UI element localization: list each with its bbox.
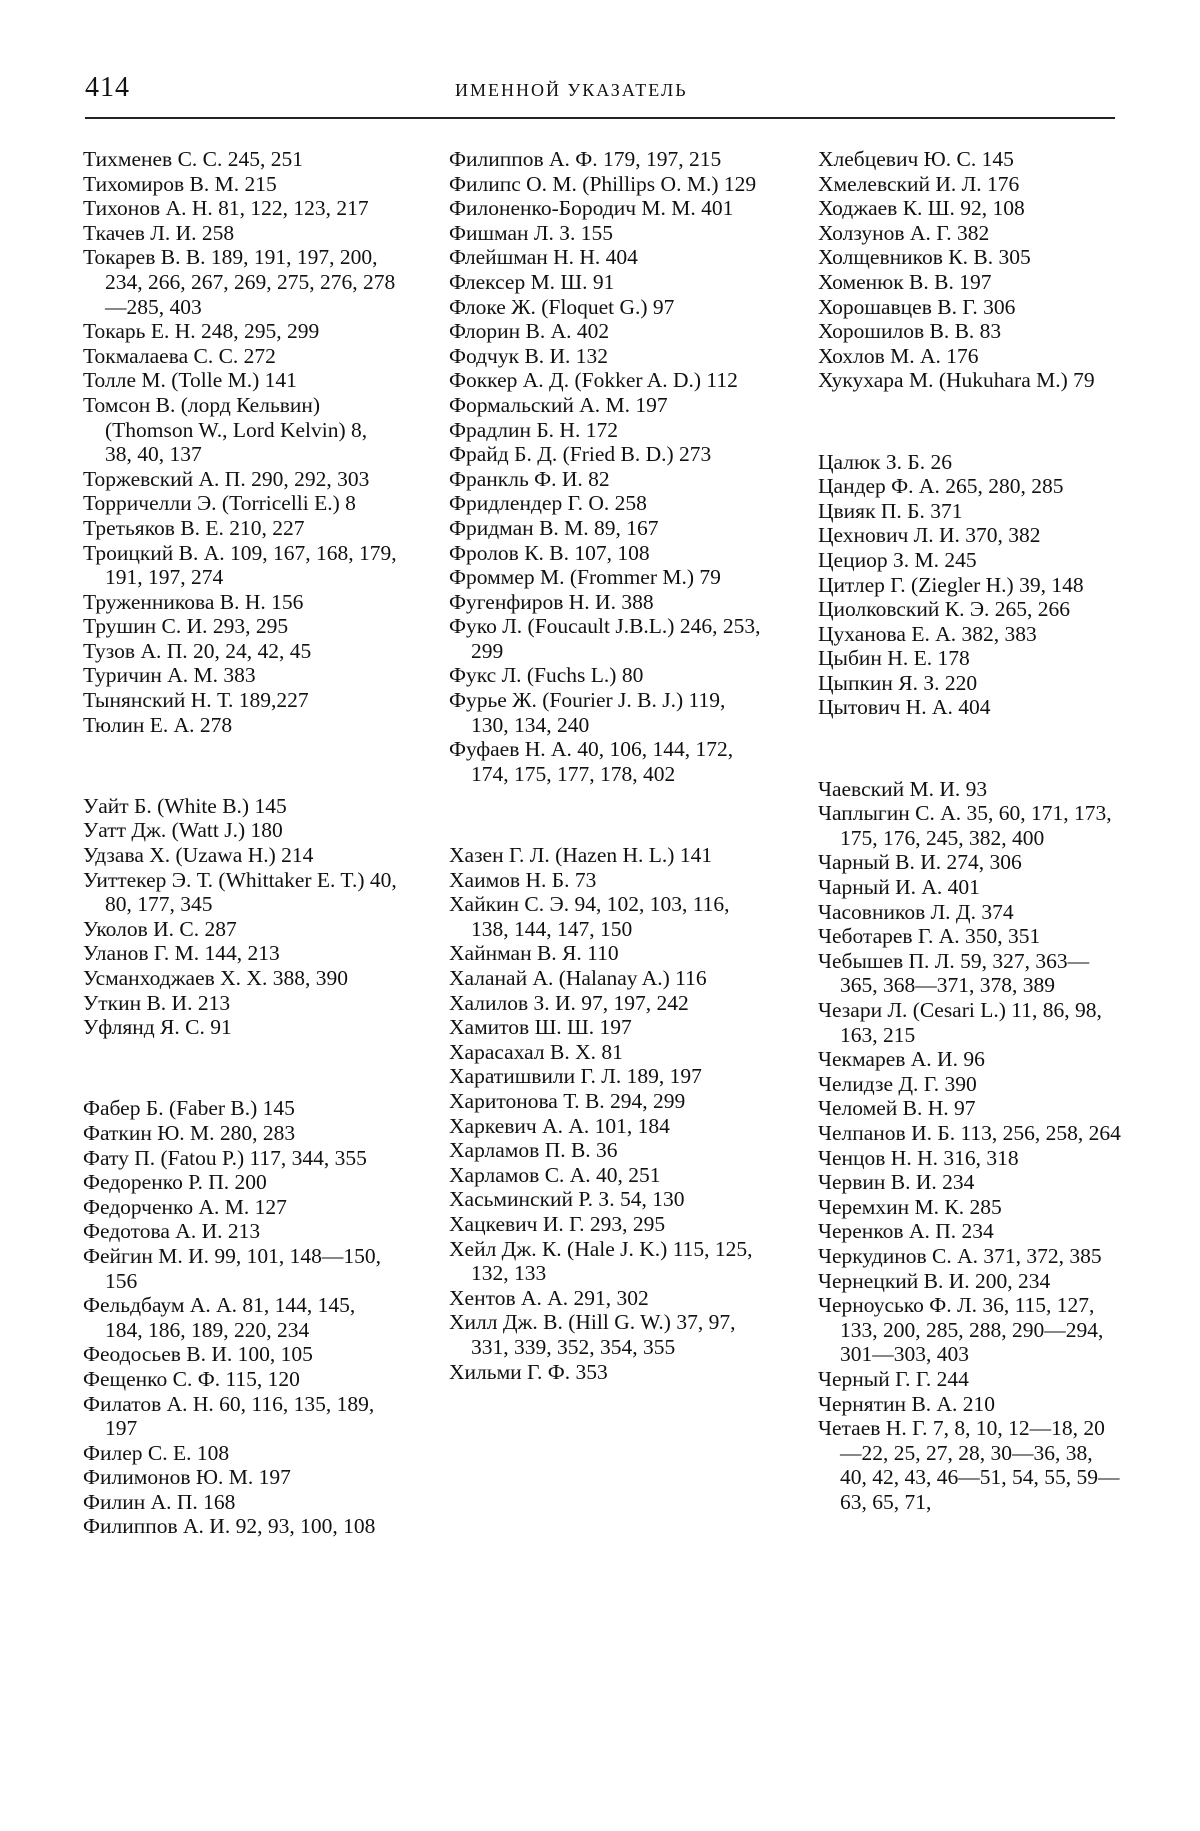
index-entry: Харитонова Т. В. 294, 299: [449, 1088, 686, 1113]
index-entry: Хейл Дж. К. (Hale J. K.) 115, 125, 132, 133: [449, 1236, 753, 1286]
index-column-2: [449, 147, 762, 1384]
index-entry: Хамитов Ш. Ш. 197: [449, 1015, 632, 1040]
letter-group-gap: [449, 802, 762, 827]
running-title: ИМЕННОЙ УКАЗАТЕЛЬ: [455, 80, 688, 100]
letter-group-gap: [83, 1056, 398, 1081]
index-entry: Федоренко Р. П. 200: [83, 1170, 267, 1195]
index-entry: Харламов П. В. 36: [449, 1138, 618, 1163]
index-entry: Филер С. Е. 108: [83, 1440, 230, 1465]
index-entry: Харасахал В. Х. 81: [449, 1039, 623, 1064]
index-entry: Цитлер Г. (Ziegler H.) 39, 148: [818, 572, 1084, 597]
index-column-1: [83, 147, 398, 1539]
index-entry: Фроммер М. (Frommer M.) 79: [449, 565, 721, 590]
index-entry: Чаплыгин С. А. 35, 60, 171, 173, 175, 176, 245, 382, 400: [818, 801, 1112, 850]
index-entry: Фрадлин Б. Н. 172: [449, 417, 618, 442]
index-entry: Халилов З. И. 97, 197, 242: [449, 990, 689, 1015]
index-entry: Харкевич А. А. 101, 184: [449, 1113, 670, 1138]
index-entry: Хорошавцев В. Г. 306: [818, 294, 1016, 319]
index-entry: Фейгин М. И. 99, 101, 148—150, 156: [83, 1243, 382, 1293]
index-entry: Хмелевский И. Л. 176: [818, 171, 1020, 196]
index-entry: Холщевников К. В. 305: [818, 245, 1031, 270]
index-entry: Фридман В. М. 89, 167: [449, 515, 659, 540]
index-entry: Флорин В. А. 402: [449, 319, 610, 344]
index-entry: Ходжаев К. Ш. 92, 108: [818, 196, 1025, 221]
index-entry: Токмалаева С. С. 272: [83, 343, 276, 368]
index-entry: Флейшман Н. Н. 404: [449, 245, 638, 270]
index-entry: Тихменев С. С. 245, 251: [83, 147, 304, 171]
index-entry: Чеботарев Г. А. 350, 351: [818, 924, 1041, 949]
index-entry: Фрайд Б. Д. (Fried B. D.) 273: [449, 442, 712, 467]
index-entry: Фридлендер Г. О. 258: [449, 491, 647, 516]
index-entry: Цуханова Е. А. 382, 383: [818, 621, 1037, 646]
index-entry: Уткин В. И. 213: [83, 990, 231, 1015]
index-entry: Фодчук В. И. 132: [449, 343, 609, 368]
index-entry: Харатишвили Г. Л. 189, 197: [449, 1064, 702, 1089]
header-rule: [85, 117, 1115, 119]
index-entry: Филин А. П. 168: [83, 1489, 236, 1514]
index-entry: Чернятин В. А. 210: [818, 1391, 996, 1416]
index-entry: Черный Г. Г. 244: [818, 1366, 969, 1391]
index-entry: Торжевский А. П. 290, 292, 303: [83, 466, 370, 491]
index-entry: Фукс Л. (Fuchs L.) 80: [449, 663, 644, 688]
page-number: 414: [85, 72, 130, 103]
index-entry: Цандер Ф. А. 265, 280, 285: [818, 474, 1064, 499]
page-header: [85, 72, 1115, 112]
index-entry: Франкль Ф. И. 82: [449, 466, 610, 491]
index-entry: Циолковский К. Э. 265, 266: [818, 597, 1071, 622]
index-entry: Усманходжаев Х. Х. 388, 390: [83, 966, 348, 990]
index-entry: Томсон В. (лорд Кельвин) (Thomson W., Lord Kelvin) 8, 38, 40, 137: [83, 392, 368, 467]
index-entry: Фуко Л. (Foucault J.B.L.) 246, 253, 299: [449, 614, 761, 663]
index-entry: Уайт Б. (White B.) 145: [83, 793, 287, 818]
index-entry: Чарный В. И. 274, 306: [818, 850, 1022, 875]
index-entry: Фещенко С. Ф. 115, 120: [83, 1366, 300, 1391]
index-entry: Хентов А. А. 291, 302: [449, 1285, 649, 1310]
index-entry: Цвияк П. Б. 371: [818, 498, 963, 523]
index-entry: Флексер М. Ш. 91: [449, 269, 615, 294]
index-entry: Чаевский М. И. 93: [818, 776, 988, 801]
index-entry: Хукухара М. (Hukuhara M.) 79: [818, 368, 1095, 393]
index-entry: Хасьминский Р. З. 54, 130: [449, 1187, 685, 1212]
index-entry: Фролов К. В. 107, 108: [449, 540, 650, 565]
index-entry: Хорошилов В. В. 83: [818, 319, 1002, 344]
index-entry: Хайкин С. Э. 94, 102, 103, 116, 138, 144, 147, 150: [449, 892, 730, 941]
index-entry: Челомей В. Н. 97: [818, 1096, 976, 1121]
index-entry: Цехнович Л. И. 370, 382: [818, 523, 1041, 548]
index-entry: Хайнман В. Я. 110: [449, 941, 619, 966]
index-entry: Чекмарев А. И. 96: [818, 1047, 985, 1072]
index-entry: Уколов И. С. 287: [83, 916, 237, 941]
index-entry: Трушин С. И. 293, 295: [83, 614, 289, 639]
index-entry: Цыпкин Я. З. 220: [818, 670, 978, 695]
index-entry: Фоккер А. Д. (Fokker A. D.) 112: [449, 368, 738, 393]
index-entry: Часовников Л. Д. 374: [818, 899, 1014, 924]
index-entry: Цыбин Н. Е. 178: [818, 646, 970, 671]
index-entry: Черноусько Ф. Л. 36, 115, 127, 133, 200, 285, 288, 290—294, 301—303, 403: [818, 1293, 1104, 1367]
index-entry: Хильми Г. Ф. 353: [449, 1359, 608, 1384]
index-entry: Флоке Ж. (Floquet G.) 97: [449, 294, 675, 319]
index-entry: Уатт Дж. (Watt J.) 180: [83, 818, 283, 843]
index-entry: Уфлянд Я. С. 91: [83, 1015, 232, 1040]
letter-group-gap: [818, 736, 1124, 761]
letter-group-gap: [83, 753, 398, 778]
index-entry: Червин В. И. 234: [818, 1170, 975, 1195]
index-entry: Филатов А. Н. 60, 116, 135, 189, 197: [83, 1391, 375, 1441]
index-entry: Фабер Б. (Faber B.) 145: [83, 1096, 295, 1121]
index-entry: Фату П. (Fatou P.) 117, 344, 355: [83, 1145, 367, 1170]
index-entry: Фуфаев Н. А. 40, 106, 144, 172, 174, 175, 177, 178, 402: [449, 737, 734, 786]
index-entry: Тюлин Е. А. 278: [83, 712, 233, 737]
index-entry: Филимонов Ю. М. 197: [83, 1465, 291, 1490]
index-entry: Чезари Л. (Cesari L.) 11, 86, 98, 163, 215: [818, 998, 1102, 1047]
index-entry: Третьяков В. Е. 210, 227: [83, 515, 305, 540]
index-entry: Ткачев Л. И. 258: [83, 220, 235, 245]
index-entry: Труженникова В. Н. 156: [83, 589, 304, 614]
index-entry: Токарь Е. Н. 248, 295, 299: [83, 319, 320, 344]
index-entry: Холзунов А. Г. 382: [818, 220, 990, 245]
index-entry: Черенков А. П. 234: [818, 1219, 994, 1244]
index-entry: Толле М. (Tolle M.) 141: [83, 368, 297, 393]
index-entry: Хазен Г. Л. (Hazen H. L.) 141: [449, 843, 713, 868]
index-entry: Фугенфиров Н. И. 388: [449, 589, 654, 614]
index-entry: Ченцов Н. Н. 316, 318: [818, 1145, 1019, 1170]
index-entry: Хаимов Н. Б. 73: [449, 867, 597, 892]
index-entry: Филиппов А. И. 92, 93, 100, 108: [83, 1514, 376, 1539]
index-entry: Четаев Н. Г. 7, 8, 10, 12—18, 20—22, 25, 27, 28, 30—36, 38, 40, 42, 43, 46—51, 54, 55, 59—63, 65, 71,: [818, 1416, 1120, 1514]
index-entry: Фурье Ж. (Fourier J. B. J.) 119, 130, 134, 240: [449, 688, 726, 737]
index-entry: Хлебцевич Ю. С. 145: [818, 147, 1014, 171]
index-entry: Черкудинов С. А. 371, 372, 385: [818, 1243, 1102, 1268]
index-entry: Чернецкий В. И. 200, 234: [818, 1268, 1051, 1293]
index-entry: Уиттекер Э. Т. (Whittaker E. T.) 40, 80, 177, 345: [83, 867, 397, 917]
index-entry: Тихомиров В. М. 215: [83, 171, 277, 196]
index-entry: Федотова А. И. 213: [83, 1219, 261, 1244]
index-entry: Халанай А. (Halanay A.) 116: [449, 966, 707, 990]
index-entry: Формальский А. М. 197: [449, 392, 668, 417]
index-entry: Троицкий В. А. 109, 167, 168, 179, 191, 197, 274: [83, 540, 397, 590]
index-entry: Челидзе Д. Г. 390: [818, 1071, 977, 1096]
index-entry: Фишман Л. З. 155: [449, 220, 614, 245]
index-entry: Удзава Х. (Uzawa H.) 214: [83, 843, 314, 868]
index-entry: Хилл Дж. В. (Hill G. W.) 37, 97, 331, 339, 352, 354, 355: [449, 1310, 736, 1359]
index-entry: Филиппов А. Ф. 179, 197, 215: [449, 147, 722, 171]
index-entry: Тынянский Н. Т. 189,227: [83, 688, 309, 713]
index-entry: Хоменюк В. В. 197: [818, 269, 992, 294]
index-entry: Феодосьев В. И. 100, 105: [83, 1342, 313, 1367]
index-entry: Филипс О. М. (Phillips O. M.) 129: [449, 171, 757, 196]
index-entry: Харламов С. А. 40, 251: [449, 1162, 661, 1187]
index-entry: Цалюк З. Б. 26: [818, 449, 952, 474]
index-entry: Тузов А. П. 20, 24, 42, 45: [83, 638, 312, 663]
index-entry: Чарный И. А. 401: [818, 875, 980, 900]
index-entry: Цециор З. М. 245: [818, 547, 977, 572]
index-entry: Тихонов А. Н. 81, 122, 123, 217: [83, 196, 369, 221]
index-entry: Хацкевич И. Г. 293, 295: [449, 1211, 666, 1236]
index-entry: Хохлов М. А. 176: [818, 343, 979, 368]
index-entry: Туричин А. М. 383: [83, 663, 256, 688]
index-entry: Фельдбаум А. А. 81, 144, 145, 184, 186, 189, 220, 234: [83, 1293, 356, 1342]
index-entry: Челпанов И. Б. 113, 256, 258, 264: [818, 1120, 1121, 1145]
index-entry: Чебышев П. Л. 59, 327, 363—365, 368—371, 378, 389: [818, 948, 1090, 998]
index-column-3: [818, 147, 1124, 1514]
index-entry: Фаткин Ю. М. 280, 283: [83, 1120, 296, 1145]
index-entry: Федорченко А. М. 127: [83, 1194, 287, 1219]
letter-group-gap: [818, 409, 1124, 434]
index-entry: Токарев В. В. 189, 191, 197, 200, 234, 266, 267, 269, 275, 276, 278—285, 403: [83, 245, 396, 319]
index-entry: Торричелли Э. (Torricelli E.) 8: [83, 491, 356, 516]
index-entry: Уланов Г. М. 144, 213: [83, 941, 280, 966]
index-entry: Цытович Н. А. 404: [818, 695, 991, 720]
index-entry: Филоненко-Бородич М. М. 401: [449, 196, 734, 221]
index-entry: Черемхин М. К. 285: [818, 1194, 1002, 1219]
